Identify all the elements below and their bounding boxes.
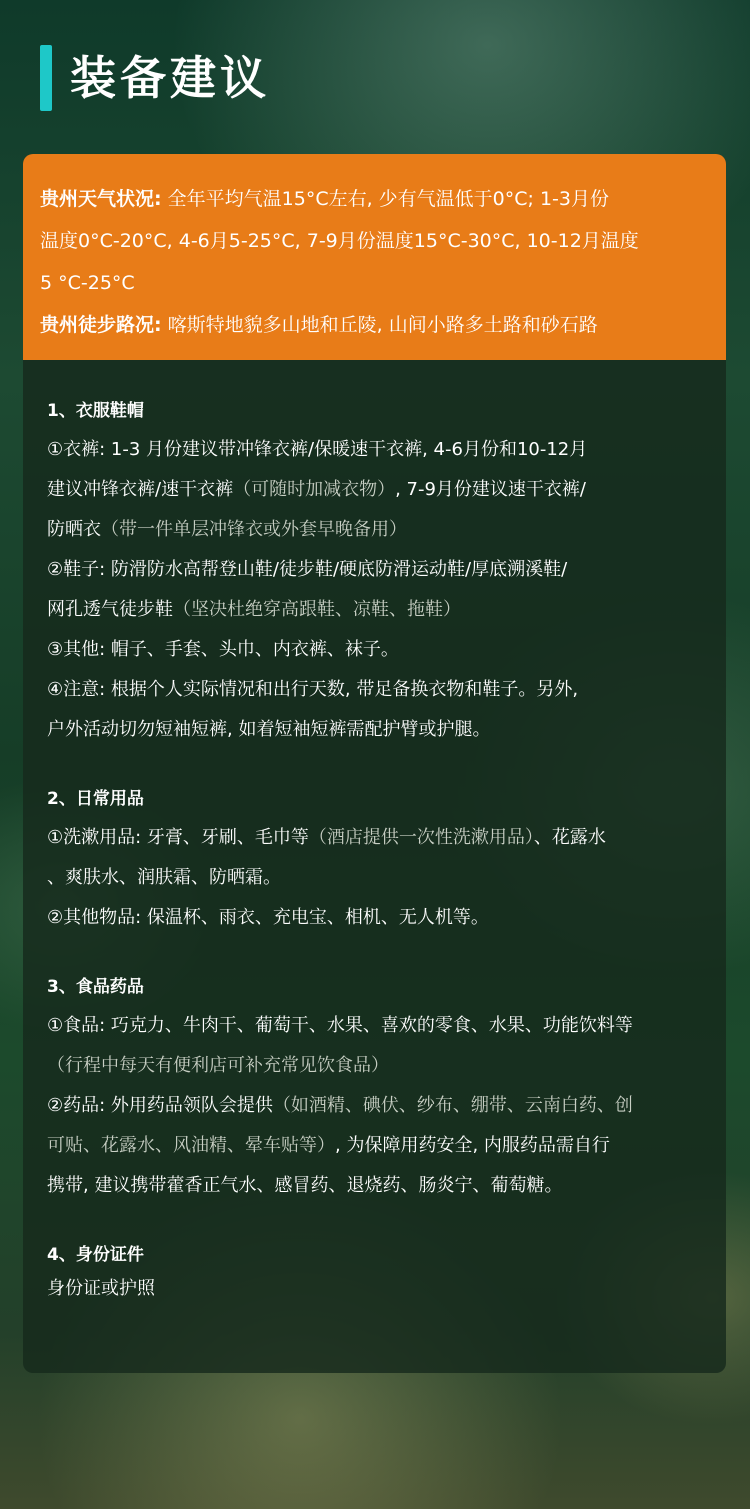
road-text: 喀斯特地貌多山地和丘陵, 山间小路多土路和砂石路 [161,314,598,336]
weather-label: 贵州天气状况: [40,188,162,210]
conditions-panel [23,154,726,360]
toiletries-text: 、花露水 [533,827,606,848]
equipment-card [23,154,726,1373]
section-title: 2、日常用品 [47,789,144,809]
shoes-text: 网孔透气徒步鞋 [47,599,173,620]
food-line: ①食品: 巧克力、牛肉干、葡萄干、水果、喜欢的零食、水果、功能饮料等 [47,1015,633,1036]
clothes-text: 建议冲锋衣裤/速干衣裤 [47,479,234,500]
shoes-line [47,590,702,630]
others-line: ③其他: 帽子、手套、头巾、内衣裤、袜子。 [47,639,399,660]
road-info [40,304,708,346]
shoes-line: ②鞋子: 防滑防水高帮登山鞋/徒步鞋/硬底防滑运动鞋/厚底溯溪鞋/ [47,559,568,580]
notice-line: 户外活动切勿短袖短裤, 如着短袖短裤需配护臂或护腿。 [47,719,491,740]
section-id [47,1240,702,1304]
clothes-note: （带一件单层冲锋衣或外套早晚备用） [101,519,407,540]
toiletries-text: ①洗漱用品: 牙膏、牙刷、毛巾等 [47,827,309,848]
clothes-text: 防晒衣 [47,519,101,540]
road-label: 贵州徒步路况: [40,314,162,336]
toiletries-line [47,818,702,858]
medicine-text: ②药品: 外用药品领队会提供 [47,1095,273,1116]
section-title: 4、身份证件 [47,1245,144,1265]
section-title: 1、衣服鞋帽 [47,401,144,421]
clothes-line [47,470,702,510]
clothes-note: （可随时加减衣物） [233,479,396,500]
section-clothes [47,396,702,750]
clothes-line [47,510,702,550]
weather-text-1: 全年平均气温15°C左右, 少有气温低于0°C; 1-3月份 [161,188,610,210]
section-header [40,44,270,112]
toiletries-line: 、爽肤水、润肤霜、防晒霜。 [47,867,281,888]
weather-text-2: 温度0°C-20°C, 4-6月5-25°C, 7-9月份温度15°C-30°C, 10-12月温度 [40,230,639,252]
weather-info [40,178,708,304]
medicine-note: 可贴、花露水、风油精、晕车贴等） [47,1135,335,1156]
section-title: 3、食品药品 [47,977,144,997]
clothes-line: ①衣裤: 1-3 月份建议带冲锋衣裤/保暖速干衣裤, 4-6月份和10-12月 [47,439,588,460]
page-title: 装备建议 [70,51,270,105]
id-line: 身份证或护照 [47,1278,155,1299]
medicine-note: （如酒精、碘伏、纱布、绷带、云南白药、创 [272,1095,633,1116]
food-note: （行程中每天有便利店可补充常见饮食品） [47,1055,389,1076]
clothes-text: , 7-9月份建议速干衣裤/ [395,479,586,500]
shoes-note: （坚决杜绝穿高跟鞋、凉鞋、拖鞋） [173,599,461,620]
equipment-list [23,360,726,1304]
medicine-line [47,1126,702,1166]
section-daily [47,784,702,938]
medicine-line: 携带, 建议携带藿香正气水、感冒药、退烧药、肠炎宁、葡萄糖。 [47,1175,563,1196]
section-food [47,972,702,1206]
weather-text-3: 5 °C-25°C [40,272,135,294]
other-items-line: ②其他物品: 保温杯、雨衣、充电宝、相机、无人机等。 [47,907,489,928]
header-accent-bar [40,45,52,111]
notice-line: ④注意: 根据个人实际情况和出行天数, 带足备换衣物和鞋子。另外, [47,679,579,700]
medicine-line [47,1086,702,1126]
medicine-text: , 为保障用药安全, 内服药品需自行 [335,1135,610,1156]
toiletries-note: （酒店提供一次性洗漱用品） [308,827,534,848]
